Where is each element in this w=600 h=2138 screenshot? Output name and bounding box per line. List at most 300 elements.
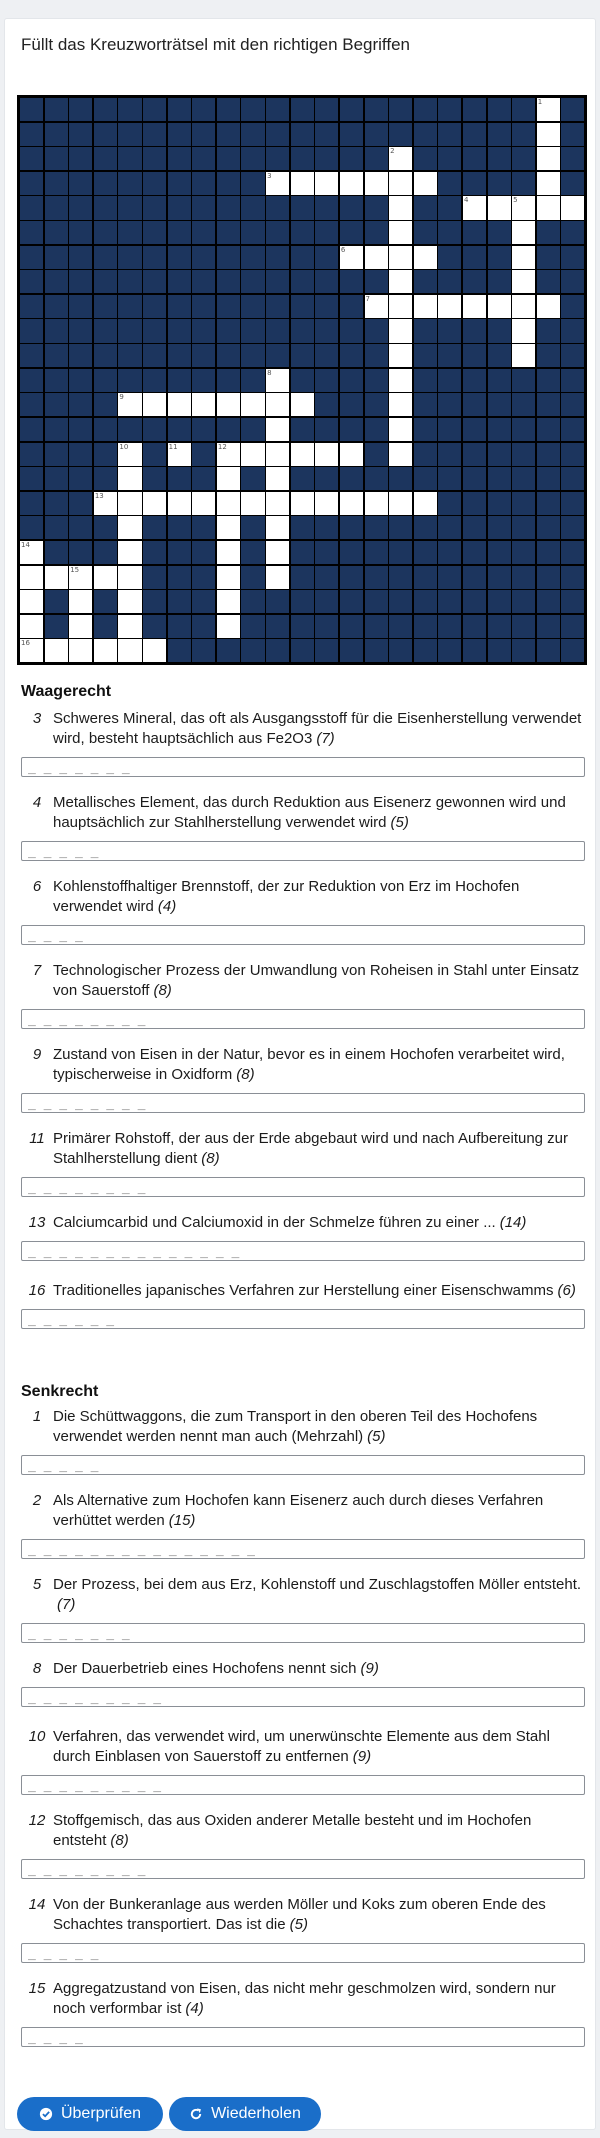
crossword-block bbox=[167, 245, 192, 270]
crossword-block bbox=[117, 245, 142, 270]
crossword-cell[interactable] bbox=[265, 491, 290, 516]
cell-number: 13 bbox=[94, 491, 104, 500]
crossword-block bbox=[560, 491, 585, 516]
crossword-block bbox=[364, 614, 389, 639]
crossword-block bbox=[68, 540, 93, 565]
crossword-cell[interactable] bbox=[290, 392, 315, 417]
crossword-cell[interactable] bbox=[216, 565, 241, 590]
crossword-cell[interactable] bbox=[68, 589, 93, 614]
crossword-cell[interactable] bbox=[388, 491, 413, 516]
crossword-cell[interactable] bbox=[117, 614, 142, 639]
crossword-block bbox=[560, 368, 585, 393]
crossword-block bbox=[437, 220, 462, 245]
crossword-cell[interactable] bbox=[167, 491, 192, 516]
answer-input[interactable]: _ _ _ _ _ _ bbox=[21, 1309, 585, 1329]
cell-number: 5 bbox=[513, 196, 518, 205]
crossword-cell[interactable] bbox=[265, 540, 290, 565]
crossword-cell[interactable] bbox=[191, 491, 216, 516]
crossword-cell[interactable] bbox=[388, 195, 413, 220]
crossword-cell[interactable] bbox=[314, 491, 339, 516]
crossword-block bbox=[339, 638, 364, 663]
crossword-block bbox=[314, 417, 339, 442]
crossword-block bbox=[314, 368, 339, 393]
crossword-block bbox=[167, 565, 192, 590]
crossword-block bbox=[68, 245, 93, 270]
crossword-cell[interactable] bbox=[388, 417, 413, 442]
crossword-block bbox=[364, 392, 389, 417]
crossword-block bbox=[560, 392, 585, 417]
crossword-cell[interactable] bbox=[364, 294, 389, 319]
answer-input[interactable]: _ _ _ _ _ _ _ _ _ bbox=[21, 1687, 585, 1707]
crossword-block bbox=[290, 515, 315, 540]
crossword-block bbox=[364, 318, 389, 343]
crossword-cell[interactable] bbox=[487, 294, 512, 319]
crossword-block bbox=[388, 614, 413, 639]
cell-number: 15 bbox=[70, 565, 80, 574]
crossword-block bbox=[437, 638, 462, 663]
crossword-block bbox=[167, 368, 192, 393]
crossword-cell[interactable] bbox=[511, 220, 536, 245]
crossword-block bbox=[19, 122, 44, 147]
crossword-block bbox=[462, 146, 487, 171]
crossword-block bbox=[44, 466, 69, 491]
crossword-cell[interactable] bbox=[314, 171, 339, 196]
crossword-block bbox=[511, 565, 536, 590]
crossword-block bbox=[339, 318, 364, 343]
crossword-block bbox=[19, 392, 44, 417]
crossword-block bbox=[117, 318, 142, 343]
crossword-block bbox=[216, 220, 241, 245]
crossword-block bbox=[191, 269, 216, 294]
crossword-cell[interactable] bbox=[216, 442, 241, 467]
crossword-block bbox=[487, 565, 512, 590]
crossword-block bbox=[290, 195, 315, 220]
crossword-block bbox=[413, 343, 438, 368]
crossword-cell[interactable] bbox=[487, 195, 512, 220]
crossword-cell[interactable] bbox=[44, 638, 69, 663]
cell-number: 14 bbox=[21, 540, 30, 549]
crossword-cell[interactable] bbox=[265, 392, 290, 417]
crossword-cell[interactable] bbox=[117, 638, 142, 663]
crossword-block bbox=[167, 220, 192, 245]
crossword-cell[interactable] bbox=[388, 245, 413, 270]
crossword-block bbox=[93, 417, 118, 442]
crossword-block bbox=[560, 417, 585, 442]
crossword-cell[interactable] bbox=[19, 614, 44, 639]
answer-input[interactable]: _ _ _ _ _ _ _ _ bbox=[21, 1859, 585, 1879]
crossword-cell[interactable] bbox=[511, 195, 536, 220]
crossword-block bbox=[314, 343, 339, 368]
clue-number: 8 bbox=[32, 1660, 42, 1677]
cell-number: 1 bbox=[537, 98, 543, 106]
crossword-cell[interactable] bbox=[536, 171, 561, 196]
crossword-cell[interactable] bbox=[388, 269, 413, 294]
crossword-block bbox=[19, 466, 44, 491]
crossword-cell[interactable] bbox=[536, 122, 561, 147]
crossword-block bbox=[487, 417, 512, 442]
crossword-block bbox=[536, 466, 561, 491]
crossword-block bbox=[19, 269, 44, 294]
answer-input[interactable]: _ _ _ _ _ _ _ bbox=[21, 757, 585, 777]
crossword-block bbox=[560, 146, 585, 171]
crossword-cell[interactable] bbox=[167, 392, 192, 417]
crossword-block bbox=[68, 269, 93, 294]
crossword-block bbox=[265, 122, 290, 147]
clue-text: Kohlenstoffhaltiger Brennstoff, der zur Reduktion von Erz im Hochofen verwendet wird bbox=[53, 878, 520, 915]
clue-length: (6) bbox=[557, 1282, 576, 1299]
cell-number: 11 bbox=[168, 442, 178, 451]
crossword-cell[interactable] bbox=[240, 392, 265, 417]
crossword-cell[interactable] bbox=[117, 589, 142, 614]
crossword-cell[interactable] bbox=[117, 540, 142, 565]
crossword-block bbox=[536, 269, 561, 294]
crossword-block bbox=[68, 515, 93, 540]
crossword-cell[interactable] bbox=[364, 491, 389, 516]
answer-input[interactable]: _ _ _ _ _ bbox=[21, 1455, 585, 1475]
crossword-cell[interactable] bbox=[216, 515, 241, 540]
answer-input[interactable]: _ _ _ _ _ _ _ _ _ _ _ _ _ _ _ bbox=[21, 1539, 585, 1559]
crossword-cell[interactable] bbox=[388, 220, 413, 245]
crossword-block bbox=[462, 318, 487, 343]
clue-length: (4) bbox=[157, 898, 177, 915]
crossword-cell[interactable] bbox=[240, 491, 265, 516]
crossword-block bbox=[487, 122, 512, 147]
crossword-block bbox=[364, 220, 389, 245]
crossword-block bbox=[93, 318, 118, 343]
crossword-cell[interactable] bbox=[117, 491, 142, 516]
crossword-block bbox=[437, 466, 462, 491]
crossword-block bbox=[240, 171, 265, 196]
crossword-block bbox=[191, 146, 216, 171]
crossword-block bbox=[364, 97, 389, 122]
crossword-block bbox=[68, 294, 93, 319]
crossword-block bbox=[437, 171, 462, 196]
crossword-block bbox=[117, 368, 142, 393]
clue-number: 7 bbox=[32, 962, 42, 979]
crossword-cell[interactable] bbox=[216, 392, 241, 417]
crossword-cell[interactable] bbox=[290, 442, 315, 467]
crossword-cell[interactable] bbox=[339, 491, 364, 516]
crossword-block bbox=[93, 146, 118, 171]
crossword-cell[interactable] bbox=[93, 638, 118, 663]
crossword-block bbox=[19, 146, 44, 171]
clue-number: 4 bbox=[32, 794, 42, 811]
crossword-cell[interactable] bbox=[388, 171, 413, 196]
crossword-cell[interactable] bbox=[265, 515, 290, 540]
across-clue bbox=[21, 1045, 589, 1113]
crossword-cell[interactable] bbox=[68, 565, 93, 590]
crossword-block bbox=[240, 195, 265, 220]
crossword-block bbox=[117, 146, 142, 171]
crossword-block bbox=[560, 294, 585, 319]
crossword-block bbox=[265, 589, 290, 614]
crossword-block bbox=[240, 122, 265, 147]
crossword-block bbox=[437, 269, 462, 294]
crossword-block bbox=[511, 491, 536, 516]
crossword-block bbox=[290, 318, 315, 343]
crossword-block bbox=[142, 343, 167, 368]
crossword-block bbox=[364, 146, 389, 171]
answer-input[interactable]: _ _ _ _ _ bbox=[21, 1943, 585, 1963]
crossword-block bbox=[44, 540, 69, 565]
crossword-cell[interactable] bbox=[265, 171, 290, 196]
clue-text: Verfahren, das verwendet wird, um unerwünschte Elemente aus dem Stahl durch Einblasen von Sauerstoff zu entfernen bbox=[53, 1728, 550, 1765]
crossword-block bbox=[462, 269, 487, 294]
down-clue bbox=[21, 1407, 589, 1475]
crossword-block bbox=[536, 417, 561, 442]
crossword-block bbox=[536, 442, 561, 467]
crossword-block bbox=[511, 97, 536, 122]
crossword-block bbox=[314, 245, 339, 270]
crossword-block bbox=[240, 220, 265, 245]
clue-length: (14) bbox=[499, 1214, 527, 1231]
crossword-cell[interactable] bbox=[536, 294, 561, 319]
crossword-cell[interactable] bbox=[117, 565, 142, 590]
crossword-cell[interactable] bbox=[117, 442, 142, 467]
crossword-block bbox=[560, 269, 585, 294]
crossword-cell[interactable] bbox=[462, 294, 487, 319]
crossword-cell[interactable] bbox=[388, 392, 413, 417]
crossword-cell[interactable] bbox=[339, 171, 364, 196]
crossword-block bbox=[93, 466, 118, 491]
crossword-block bbox=[511, 589, 536, 614]
crossword-cell[interactable] bbox=[117, 466, 142, 491]
retry-button[interactable] bbox=[169, 2097, 321, 2131]
crossword-block bbox=[314, 392, 339, 417]
crossword-block bbox=[191, 442, 216, 467]
clue-length: (5) bbox=[390, 814, 409, 831]
crossword-cell[interactable] bbox=[413, 491, 438, 516]
crossword-cell[interactable] bbox=[388, 146, 413, 171]
crossword-block bbox=[290, 614, 315, 639]
clue-number: 12 bbox=[28, 1812, 46, 1829]
crossword-cell[interactable] bbox=[265, 565, 290, 590]
crossword-cell[interactable] bbox=[240, 442, 265, 467]
crossword-block bbox=[167, 343, 192, 368]
answer-input[interactable]: _ _ _ _ bbox=[21, 2027, 585, 2047]
crossword-block bbox=[117, 171, 142, 196]
clue-number: 14 bbox=[28, 1896, 46, 1913]
crossword-block bbox=[216, 417, 241, 442]
answer-input[interactable]: _ _ _ _ _ _ _ _ bbox=[21, 1093, 585, 1113]
clue-text: Metallisches Element, das durch Reduktion aus Eisenerz gewonnen wird und hauptsächlich zur Stahlherstellung verwendet wird bbox=[53, 794, 566, 831]
crossword-block bbox=[487, 589, 512, 614]
crossword-block bbox=[44, 146, 69, 171]
crossword-block bbox=[191, 97, 216, 122]
answer-input[interactable]: _ _ _ _ _ _ _ _ _ bbox=[21, 1775, 585, 1795]
crossword-block bbox=[167, 589, 192, 614]
crossword-block bbox=[314, 515, 339, 540]
crossword-cell[interactable] bbox=[413, 245, 438, 270]
crossword-cell[interactable] bbox=[44, 565, 69, 590]
crossword-cell[interactable] bbox=[511, 318, 536, 343]
crossword-block bbox=[487, 540, 512, 565]
crossword-cell[interactable] bbox=[142, 491, 167, 516]
crossword-cell[interactable] bbox=[388, 368, 413, 393]
crossword-cell[interactable] bbox=[388, 442, 413, 467]
crossword-cell[interactable] bbox=[413, 171, 438, 196]
crossword-cell[interactable] bbox=[265, 442, 290, 467]
crossword-cell[interactable] bbox=[93, 491, 118, 516]
crossword-block bbox=[511, 368, 536, 393]
crossword-block bbox=[462, 589, 487, 614]
across-clue bbox=[21, 961, 589, 1029]
crossword-cell[interactable] bbox=[19, 565, 44, 590]
crossword-block bbox=[364, 540, 389, 565]
crossword-block bbox=[19, 491, 44, 516]
crossword-cell[interactable] bbox=[19, 638, 44, 663]
crossword-block bbox=[265, 614, 290, 639]
crossword-cell[interactable] bbox=[216, 466, 241, 491]
crossword-cell[interactable] bbox=[117, 515, 142, 540]
crossword-cell[interactable] bbox=[167, 442, 192, 467]
crossword-block bbox=[437, 122, 462, 147]
crossword-block bbox=[364, 122, 389, 147]
crossword-block bbox=[44, 392, 69, 417]
crossword-block bbox=[339, 97, 364, 122]
crossword-cell[interactable] bbox=[68, 638, 93, 663]
crossword-cell[interactable] bbox=[339, 245, 364, 270]
cell-number: 6 bbox=[340, 245, 346, 254]
crossword-cell[interactable] bbox=[117, 392, 142, 417]
check-button[interactable] bbox=[17, 2097, 163, 2131]
crossword-cell[interactable] bbox=[388, 343, 413, 368]
crossword-block bbox=[167, 466, 192, 491]
clue-number: 5 bbox=[32, 1576, 42, 1593]
crossword-block bbox=[437, 589, 462, 614]
clue-text: Aggregatzustand von Eisen, das nicht mehr geschmolzen wird, sondern nur noch verformbar ist bbox=[53, 1980, 556, 2017]
crossword-block bbox=[314, 638, 339, 663]
check-circle-icon bbox=[39, 2107, 53, 2121]
crossword-cell[interactable] bbox=[93, 565, 118, 590]
crossword-cell[interactable] bbox=[265, 417, 290, 442]
crossword-block bbox=[511, 122, 536, 147]
crossword-block bbox=[167, 294, 192, 319]
crossword-block bbox=[240, 417, 265, 442]
crossword-block bbox=[314, 269, 339, 294]
crossword-cell[interactable] bbox=[68, 614, 93, 639]
crossword-block bbox=[487, 392, 512, 417]
crossword-cell[interactable] bbox=[290, 491, 315, 516]
crossword-block bbox=[142, 368, 167, 393]
clue-number: 3 bbox=[32, 710, 42, 727]
crossword-block bbox=[191, 589, 216, 614]
crossword-block bbox=[290, 343, 315, 368]
crossword-block bbox=[191, 417, 216, 442]
crossword-block bbox=[216, 171, 241, 196]
clue-text: Der Prozess, bei dem aus Erz, Kohlenstoff und Zuschlagstoffen Möller entsteht. bbox=[53, 1576, 582, 1593]
crossword-block bbox=[413, 540, 438, 565]
crossword-block bbox=[167, 614, 192, 639]
crossword-block bbox=[44, 294, 69, 319]
down-clue bbox=[21, 1811, 589, 1879]
crossword-cell[interactable] bbox=[511, 343, 536, 368]
crossword-block bbox=[167, 540, 192, 565]
crossword-cell[interactable] bbox=[388, 318, 413, 343]
crossword-block bbox=[413, 565, 438, 590]
answer-input[interactable]: _ _ _ _ _ _ _ _ _ _ _ _ _ _ bbox=[21, 1241, 585, 1261]
crossword-block bbox=[290, 417, 315, 442]
crossword-cell[interactable] bbox=[536, 146, 561, 171]
clue-number: 2 bbox=[32, 1492, 42, 1509]
crossword-cell[interactable] bbox=[216, 589, 241, 614]
crossword-cell[interactable] bbox=[536, 195, 561, 220]
crossword-cell[interactable] bbox=[388, 294, 413, 319]
crossword-cell[interactable] bbox=[536, 97, 561, 122]
crossword-cell[interactable] bbox=[364, 171, 389, 196]
answer-input[interactable]: _ _ _ _ _ _ _ _ bbox=[21, 1177, 585, 1197]
crossword-block bbox=[265, 220, 290, 245]
crossword-cell[interactable] bbox=[560, 195, 585, 220]
crossword-cell[interactable] bbox=[216, 491, 241, 516]
cell-number: 8 bbox=[267, 368, 272, 377]
crossword-block bbox=[536, 318, 561, 343]
crossword-block bbox=[388, 466, 413, 491]
crossword-block bbox=[314, 195, 339, 220]
clue-text: Als Alternative zum Hochofen kann Eisenerz auch durch dieses Verfahren verhüttet werden bbox=[53, 1492, 544, 1529]
crossword-cell[interactable] bbox=[216, 614, 241, 639]
crossword-block bbox=[314, 318, 339, 343]
crossword-block bbox=[560, 220, 585, 245]
check-button-label: Überprüfen bbox=[60, 2105, 142, 2122]
crossword-block bbox=[339, 146, 364, 171]
crossword-cell[interactable] bbox=[511, 294, 536, 319]
crossword-cell[interactable] bbox=[437, 294, 462, 319]
crossword-block bbox=[437, 565, 462, 590]
crossword-block bbox=[339, 122, 364, 147]
crossword-block bbox=[437, 245, 462, 270]
crossword-block bbox=[339, 515, 364, 540]
crossword-block bbox=[93, 368, 118, 393]
crossword-block bbox=[487, 269, 512, 294]
crossword-cell[interactable] bbox=[19, 589, 44, 614]
crossword-block bbox=[93, 195, 118, 220]
crossword-cell[interactable] bbox=[142, 638, 167, 663]
crossword-cell[interactable] bbox=[413, 294, 438, 319]
crossword-block bbox=[44, 220, 69, 245]
cell-number: 16 bbox=[21, 639, 30, 648]
crossword-block bbox=[364, 195, 389, 220]
crossword-cell[interactable] bbox=[265, 466, 290, 491]
crossword-cell[interactable] bbox=[364, 245, 389, 270]
crossword-block bbox=[265, 146, 290, 171]
answer-input[interactable]: _ _ _ _ _ bbox=[21, 841, 585, 861]
crossword-cell[interactable] bbox=[191, 392, 216, 417]
crossword-cell[interactable] bbox=[511, 269, 536, 294]
crossword-block bbox=[487, 171, 512, 196]
crossword-cell[interactable] bbox=[462, 195, 487, 220]
crossword-block bbox=[142, 220, 167, 245]
crossword-cell[interactable] bbox=[142, 392, 167, 417]
clue-text: Stoffgemisch, das aus Oxiden anderer Metalle besteht und im Hochofen entsteht bbox=[53, 1812, 532, 1849]
crossword-cell[interactable] bbox=[314, 442, 339, 467]
crossword-cell[interactable] bbox=[339, 442, 364, 467]
crossword-block bbox=[462, 97, 487, 122]
crossword-cell[interactable] bbox=[265, 368, 290, 393]
crossword-cell[interactable] bbox=[290, 171, 315, 196]
answer-input[interactable]: _ _ _ _ _ _ _ _ bbox=[21, 1009, 585, 1029]
crossword-cell[interactable] bbox=[216, 540, 241, 565]
crossword-block bbox=[68, 318, 93, 343]
crossword-cell[interactable] bbox=[19, 540, 44, 565]
crossword-block bbox=[142, 146, 167, 171]
crossword-block bbox=[240, 466, 265, 491]
answer-input[interactable]: _ _ _ _ bbox=[21, 925, 585, 945]
crossword-block bbox=[68, 466, 93, 491]
answer-input[interactable]: _ _ _ _ _ _ _ bbox=[21, 1623, 585, 1643]
crossword-cell[interactable] bbox=[511, 245, 536, 270]
crossword-block bbox=[462, 565, 487, 590]
